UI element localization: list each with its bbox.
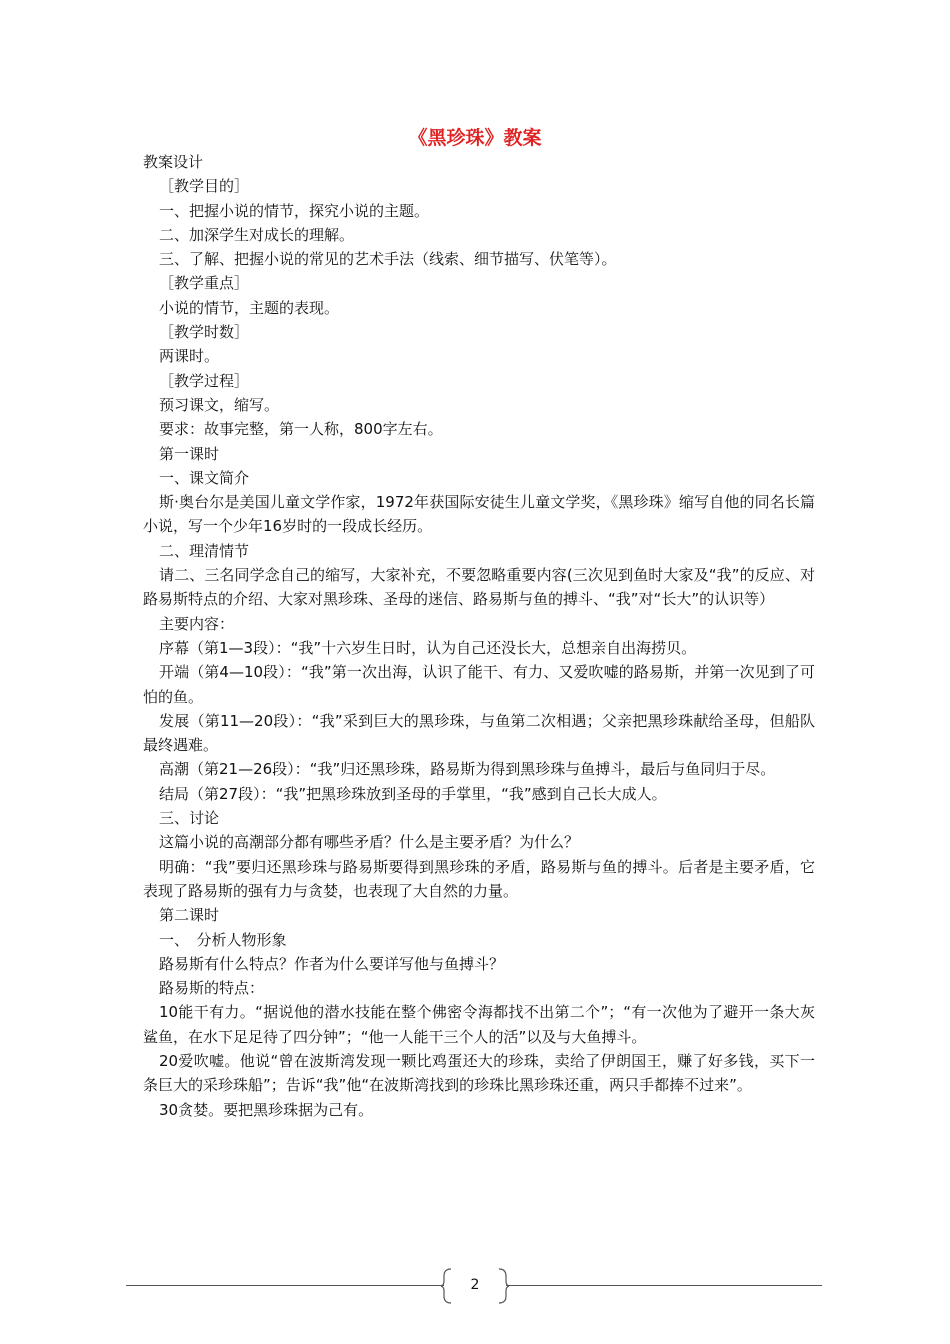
section-heading: 教案设计 xyxy=(143,153,204,171)
paragraph: 开端（第4—10段）：“我”第一次出海，认识了能干、有力、又爱吹嘘的路易斯，并第一次见到了可怕的鱼。 xyxy=(143,663,815,706)
paragraph: 高潮（第21—26段）：“我”归还黑珍珠，路易斯为得到黑珍珠与鱼搏斗，最后与鱼同归于尽。 xyxy=(159,760,776,779)
lesson-heading: 第二课时 xyxy=(159,906,220,925)
paragraph: 三、讨论 xyxy=(159,809,220,828)
paragraph: 这篇小说的高潮部分都有哪些矛盾？什么是主要矛盾？为什么？ xyxy=(159,833,580,852)
document-title: 《黑珍珠》教案 xyxy=(408,127,542,149)
paragraph: 要求：故事完整，第一人称，800字左右。 xyxy=(159,420,443,439)
paragraph: 20爱吹嘘。他说“曾在波斯湾发现一颗比鸡蛋还大的珍珠，卖给了伊朗国王，赚了好多钱，买下一条巨大的采珍珠船”；告诉“我”他“在波斯湾找到的珍珠比黑珍珠还重，两只手都捧不过来”。 xyxy=(143,1051,815,1095)
bracket-heading: ［教学时数］ xyxy=(159,323,250,342)
paragraph: 两课时。 xyxy=(159,347,220,366)
footer-rule-right xyxy=(506,1285,822,1286)
paragraph: 一、 分析人物形象 xyxy=(159,930,287,949)
bracket-heading: ［教学过程］ xyxy=(159,371,250,390)
document-body xyxy=(143,150,815,1122)
paragraph: 三、了解、把握小说的常见的艺术手法（线索、细节描写、伏笔等）。 xyxy=(159,250,617,269)
paragraph: 路易斯有什么特点？作者为什么要详写他与鱼搏斗？ xyxy=(159,954,505,973)
paragraph: 主要内容： xyxy=(159,614,235,633)
lesson-heading: 第一课时 xyxy=(159,444,220,463)
paragraph: 30贪婪。要把黑珍珠据为己有。 xyxy=(159,1100,374,1119)
paragraph: 一、把握小说的情节，探究小说的主题。 xyxy=(159,201,430,220)
paragraph: 发展（第11—20段）：“我”采到巨大的黑珍珠，与鱼第二次相遇；父亲把黑珍珠献给圣母，但船队最终遇难。 xyxy=(143,711,815,755)
paragraph: 二、理清情节 xyxy=(159,541,250,560)
paragraph: 一、课文简介 xyxy=(159,468,250,487)
paragraph: 序幕（第1—3段）：“我”十六岁生日时，认为自己还没长大，总想亲自出海捞贝。 xyxy=(159,638,697,657)
bracket-heading: ［教学目的］ xyxy=(159,177,250,196)
paragraph: 请二、三名同学念自己的缩写，大家补充，不要忽略重要内容(三次见到鱼时大家及“我”的反应、对路易斯特点的介绍、大家对黑珍珠、圣母的迷信、路易斯与鱼的搏斗、“我”对“长大”的认识等） xyxy=(143,566,815,609)
paragraph: 预习课文，缩写。 xyxy=(159,395,280,414)
paragraph: 10能干有力。“据说他的潜水技能在整个佛密令海都找不出第二个”；“有一次他为了避开一条大灰鲨鱼，在水下足足待了四分钟”；“他一人能干三个人的活”以及与大鱼搏斗。 xyxy=(143,1003,815,1046)
page-number: 2 xyxy=(470,1277,480,1293)
bracket-heading: ［教学重点］ xyxy=(159,274,250,293)
paragraph: 路易斯的特点： xyxy=(159,979,265,998)
paragraph: 斯·奥台尔是美国儿童文学作家，1972年获国际安徒生儿童文学奖，《黑珍珠》缩写自他的同名长篇小说，写一个少年16岁时的一段成长经历。 xyxy=(143,493,815,536)
paragraph: 小说的情节，主题的表现。 xyxy=(159,298,340,317)
paragraph: 二、加深学生对成长的理解。 xyxy=(159,225,355,244)
footer-rule-left xyxy=(126,1285,444,1286)
paragraph: 结局（第27段）：“我”把黑珍珠放到圣母的手掌里，“我”感到自己长大成人。 xyxy=(159,784,667,803)
paragraph: 明确：“我”要归还黑珍珠与路易斯要得到黑珍珠的矛盾，路易斯与鱼的搏斗。后者是主要矛盾，它表现了路易斯的强有力与贪婪，也表现了大自然的力量。 xyxy=(143,857,815,900)
